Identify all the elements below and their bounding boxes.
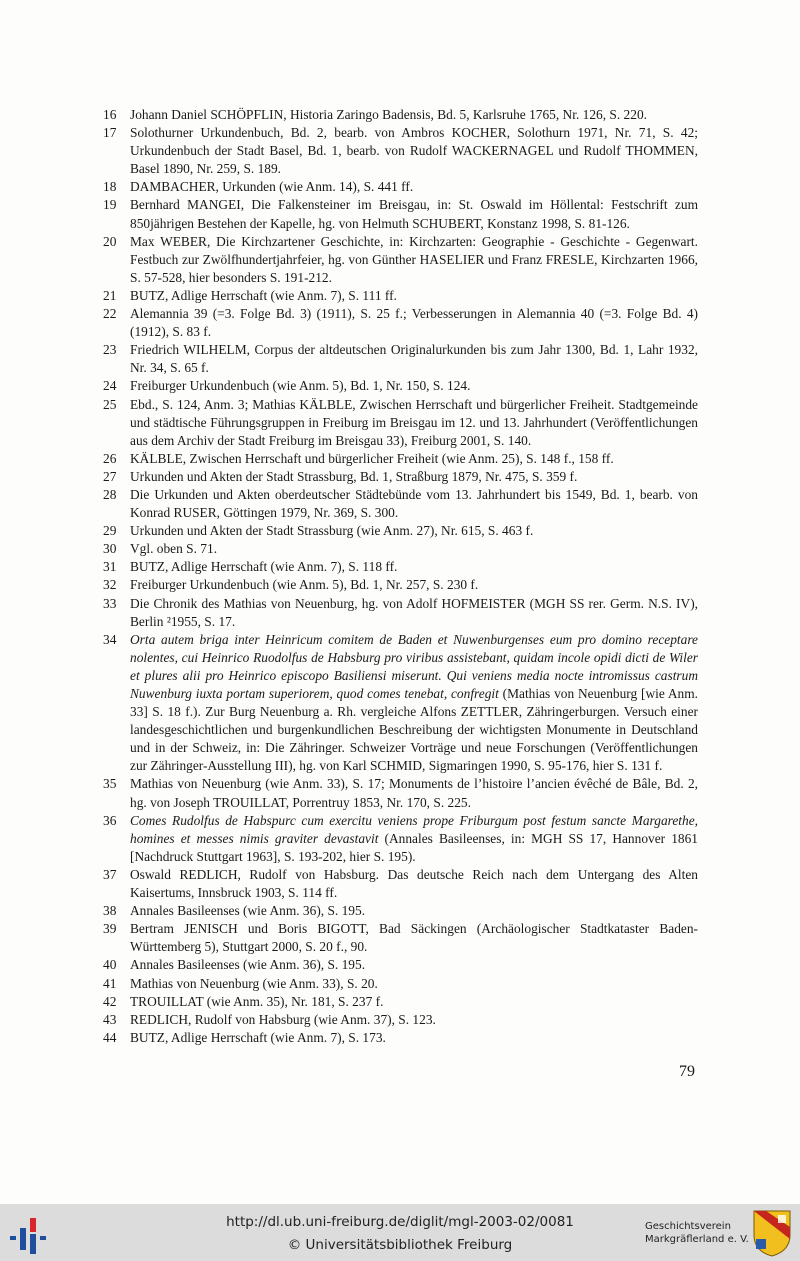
footnote-text-segment: Mathias von Neuenburg (wie Anm. 33), S. 17; Monuments de l’histoire l’ancien évêché de Bâle, Bd. 2, hg. von Joseph TROUILLAT, Porrentruy 1853, Nr. 170, S. 225. [130,776,698,810]
footnote-text [130,450,698,468]
footnote-quote: Comes Rudolfus de Habspurc cum exercitu veniens prope Friburgum post festum sancte Margarethe, homines et messes nimis graviter devastavit [130,812,698,846]
footnote-text-segment: Solothurner Urkundenbuch, Bd. 2, bearb. von Ambros KOCHER, Solothurn 1971, Nr. 71, S. 42; Urkundenbuch der Stadt Basel, Bd. 1, bearb. von Rudolf WACKERNAGEL und Rudolf THOMMEN, Basel 1890, Nr. 259, S. 189. [130,125,698,177]
footnote-text [130,866,698,902]
footnote-number: 29 [103,523,117,539]
society-name [645,1221,755,1246]
footnote-text [130,341,698,377]
footnote-text [130,812,698,866]
footnote [103,558,698,576]
footnote [103,975,698,993]
footnote-text-segment: Die Chronik des Mathias von Neuenburg, hg. von Adolf HOFMEISTER (MGH SS rer. Germ. N.S. IV), Berlin ²1955, S. 17. [130,595,698,629]
page-number: 79 [679,1063,695,1080]
footnote-text [130,305,698,341]
footnote-text [130,1011,698,1029]
footnote-text-segment: Freiburger Urkundenbuch (wie Anm. 5), Bd. 1, Nr. 150, S. 124. [130,378,471,394]
footnote-text [130,902,698,920]
footnote-text-segment: KÄLBLE, Zwischen Herrschaft und bürgerlicher Freiheit (wie Anm. 25), S. 148 f., 158 ff. [130,450,614,466]
footnote-text [130,396,698,450]
footnote-text-segment: BUTZ, Adlige Herrschaft (wie Anm. 7), S. 118 ff. [130,559,398,575]
footnote [103,1029,698,1047]
footnote-text [130,233,698,287]
footnote-number: 31 [103,559,117,575]
footnote [103,902,698,920]
footnote-number: 38 [103,903,117,919]
footnote-text [130,775,698,811]
society-name-line1: Geschichtsverein [645,1221,731,1232]
footnote-text-segment: Max WEBER, Die Kirchzartener Geschichte, in: Kirchzarten: Geographie - Geschichte - Gegenwart. Festbuch zur Zwölfhundertjahrfeier, hg. von Günther HASELIER und Franz FRESLE, Kirchzarten 1966, S. 57-528, hier besonders S. 191-212. [130,233,698,285]
document-url-link[interactable]: http://dl.ub.uni-freiburg.de/diglit/mgl-2003-02/0081 [226,1214,574,1230]
footnote-text-segment: Bernhard MANGEI, Die Falkensteiner im Breisgau, in: St. Oswald im Höllental: Festschrift zum 850jährigen Bestehen der Kapelle, hg. von Helmuth SCHUBERT, Konstanz 1998, S. 81-126. [130,197,698,231]
footnote-text-segment: Mathias von Neuenburg (wie Anm. 33), S. 20. [130,975,378,991]
footnote-text [130,558,698,576]
footnote-number: 23 [103,342,117,358]
footnote-text-segment: Ebd., S. 124, Anm. 3; Mathias KÄLBLE, Zwischen Herrschaft und bürgerlicher Freiheit. Stadtgemeinde und städtische Führungsgruppen in Freiburg im Breisgau im 12. und 13. Jahrhundert (Veröffentlichungen aus dem Archiv der Stadt Freiburg im Breisgau 33), Freiburg 2001, S. 140. [130,396,698,448]
footnote [103,956,698,974]
footnote-text-segment: BUTZ, Adlige Herrschaft (wie Anm. 7), S. 111 ff. [130,287,397,303]
footnote-number: 44 [103,1029,117,1045]
footnote-number: 33 [103,595,117,611]
footnote-quote: Orta autem briga inter Heinricum comitem de Baden et Nuwenburgenses eum pro domino receptare nolentes, cui Heinrico Ruodolfus de Habsburg pro viribus assistebant, quidam incole opidi dicti de Wiler et plures alii pro Heinrico episcopo Basiliensi miserunt. Qui veniens media nocte intromissus castrum Nuwenburg iuxta portam superiorem, quod comes tenebat, confregit [130,631,698,701]
footnote-text [130,468,698,486]
footnote-number: 28 [103,486,117,502]
footnote-text [130,920,698,956]
footnote [103,341,698,377]
footnote-number: 42 [103,993,117,1009]
footnote-text [130,106,698,124]
footnote [103,540,698,558]
footnote [103,866,698,902]
footnote-text-segment: Johann Daniel SCHÖPFLIN, Historia Zaringo Badensis, Bd. 5, Karlsruhe 1765, Nr. 126, S. 220. [130,107,647,122]
footnotes-list [103,106,698,1047]
society-name-line2: Markgräflerland e. V. [645,1233,749,1245]
footnote-text [130,595,698,631]
footnote [103,196,698,232]
footnote-number: 19 [103,197,117,213]
footnote [103,305,698,341]
footnote-number: 21 [103,287,117,303]
footnote-text [130,124,698,178]
footnote [103,450,698,468]
footnote-text-segment: Freiburger Urkundenbuch (wie Anm. 5), Bd. 1, Nr. 257, S. 230 f. [130,577,479,593]
footnote-text [130,576,698,594]
footnote [103,287,698,305]
footnote-number: 39 [103,921,117,937]
footnote [103,1011,698,1029]
footnote-number: 41 [103,975,117,991]
footnote [103,775,698,811]
footnote [103,486,698,522]
footnote-number: 16 [103,107,117,122]
footnote-text-segment: REDLICH, Rudolf von Habsburg (wie Anm. 37), S. 123. [130,1011,436,1027]
footnote-text [130,975,698,993]
footnote-text [130,540,698,558]
footnote-text [130,993,698,1011]
footnote [103,920,698,956]
footnote-text-segment: DAMBACHER, Urkunden (wie Anm. 14), S. 441 ff. [130,179,414,195]
footnote-number: 25 [103,396,117,412]
footnote-text [130,631,698,776]
footnote [103,522,698,540]
footnote-text [130,287,698,305]
footnote-text-segment: Annales Basileenses (wie Anm. 36), S. 195. [130,903,366,919]
footnote-number: 26 [103,450,117,466]
viewer-footer [0,1204,800,1261]
footnote [103,396,698,450]
footnote-text-segment: (Annales Basileenses, in: MGH SS 17, Hannover 1861 [Nachdruck Stuttgart 1963], S. 193-202, hier S. 195). [130,830,698,864]
copyright-text: © Universitätsbibliothek Freiburg [287,1237,513,1253]
footnote-text-segment: Friedrich WILHELM, Corpus der altdeutschen Originalurkunden bis zum Jahr 1300, Bd. 1, Lahr 1932, Nr. 34, S. 65 f. [130,342,698,376]
footnote-text-segment: TROUILLAT (wie Anm. 35), Nr. 181, S. 237 f. [130,993,384,1009]
footnote-number: 17 [103,125,117,141]
footnote-number: 36 [103,812,117,828]
footnote [103,812,698,866]
footnote [103,595,698,631]
footnote [103,106,698,124]
footnote-number: 30 [103,541,117,557]
footnote-number: 37 [103,866,117,882]
footnote-number: 20 [103,233,117,249]
footnote-number: 24 [103,378,117,394]
footnote-text [130,486,698,522]
footnote-text-segment: Die Urkunden und Akten oberdeutscher Städtebünde vom 13. Jahrhundert bis 1549, Bd. 1, bearb. von Konrad RUSER, Göttingen 1979, Nr. 369, S. 300. [130,486,698,521]
footnote-text [130,196,698,232]
footnote [103,377,698,395]
society-crest-icon[interactable] [752,1209,792,1257]
footnote-number: 40 [103,957,117,973]
footnote-text-segment: (Mathias von Neuenburg [wie Anm. 33] S. 18 f.). Zur Burg Neuenburg a. Rh. vergleiche Alfons ZETTLER, Zähringerburgen. Versuch einer landesgeschichtlichen und burgenkundlichen Beschreibung der wichtigsten Monumente in Deutschland und in der Schweiz, in: Die Zähringer. Schweizer Vorträge und neue Forschungen (Veröffentlichungen zur Zähringer-Ausstellung III), hg. von Karl SCHMID, Sigmaringen 1990, S. 95-176, hier S. 131 f. [130,686,699,774]
footnote [103,576,698,594]
footnote [103,631,698,776]
footnote-text-segment: Urkunden und Akten der Stadt Strassburg (wie Anm. 27), Nr. 615, S. 463 f. [130,523,534,539]
footnote [103,468,698,486]
footnote-number: 27 [103,468,117,484]
footnote-text [130,1029,698,1047]
footnote-number: 22 [103,306,117,322]
footnote-number: 43 [103,1011,117,1027]
footnote-number: 18 [103,179,117,195]
footnote [103,993,698,1011]
footnote [103,124,698,178]
footnote-text-segment: Oswald REDLICH, Rudolf von Habsburg. Das deutsche Reich nach dem Untergang des Alten Kaisertums, Innsbruck 1903, S. 114 ff. [130,866,698,901]
footnote [103,178,698,196]
footnote-number: 34 [103,631,117,647]
footnote-text-segment: Urkunden und Akten der Stadt Strassburg, Bd. 1, Straßburg 1879, Nr. 475, S. 359 f. [130,468,578,484]
footnote-text-segment: Annales Basileenses (wie Anm. 36), S. 195. [130,957,366,973]
footnote-text-segment: Alemannia 39 (=3. Folge Bd. 3) (1911), S. 25 f.; Verbesserungen in Alemannia 40 (=3. Folge Bd. 4) (1912), S. 83 f. [130,306,698,340]
footnote-text [130,377,698,395]
footnote-text-segment: Vgl. oben S. 71. [130,541,218,557]
footnote-text [130,522,698,540]
footnote-number: 32 [103,577,117,593]
footnote-number: 35 [103,776,117,792]
footnote-text [130,956,698,974]
footnote-text-segment: Bertram JENISCH und Boris BIGOTT, Bad Säckingen (Archäologischer Stadtkataster Baden-Württemberg 5), Stuttgart 2000, S. 20 f., 90. [130,921,698,955]
footnote-text [130,178,698,196]
footnote [103,233,698,287]
footnote-text-segment: BUTZ, Adlige Herrschaft (wie Anm. 7), S. 173. [130,1029,386,1045]
